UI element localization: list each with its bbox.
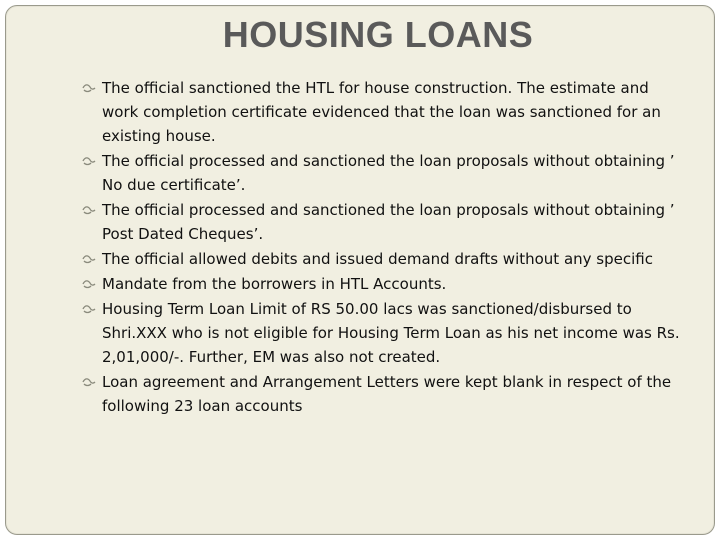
list-item (82, 198, 682, 246)
slide-title: HOUSING LOANS (222, 14, 534, 55)
scroll-bullet-icon (82, 279, 96, 289)
bullet-text: The official allowed debits and issued demand drafts without any specific (102, 250, 653, 268)
scroll-bullet-icon (82, 377, 96, 387)
bullet-list (82, 76, 682, 419)
list-item (82, 247, 682, 271)
list-item (82, 297, 682, 369)
scroll-bullet-icon (82, 83, 96, 93)
bullet-text: The official sanctioned the HTL for house construction. The estimate and work completion certificate evidenced that the loan was sanctioned for an existing house. (102, 79, 661, 145)
bullet-text: The official processed and sanctioned the loan proposals without obtaining ’ Post Dated Cheques’. (102, 201, 675, 243)
bullet-text: Housing Term Loan Limit of RS 50.00 lacs was sanctioned/disbursed to Shri.XXX who is not eligible for Housing Term Loan as his net income was Rs. 2,01,000/-. Further, EM was also not created. (102, 300, 680, 366)
list-item (82, 272, 682, 296)
bullet-text: Mandate from the borrowers in HTL Accounts. (102, 275, 447, 293)
list-item (82, 76, 682, 148)
bullet-text: Loan agreement and Arrangement Letters were kept blank in respect of the following 23 loan accounts (102, 373, 672, 415)
list-item (82, 370, 682, 418)
scroll-bullet-icon (82, 205, 96, 215)
bullet-text: The official processed and sanctioned the loan proposals without obtaining ’ No due certificate’. (102, 152, 675, 194)
scroll-bullet-icon (82, 254, 96, 264)
scroll-bullet-icon (82, 304, 96, 314)
list-item (82, 149, 682, 197)
scroll-bullet-icon (82, 156, 96, 166)
